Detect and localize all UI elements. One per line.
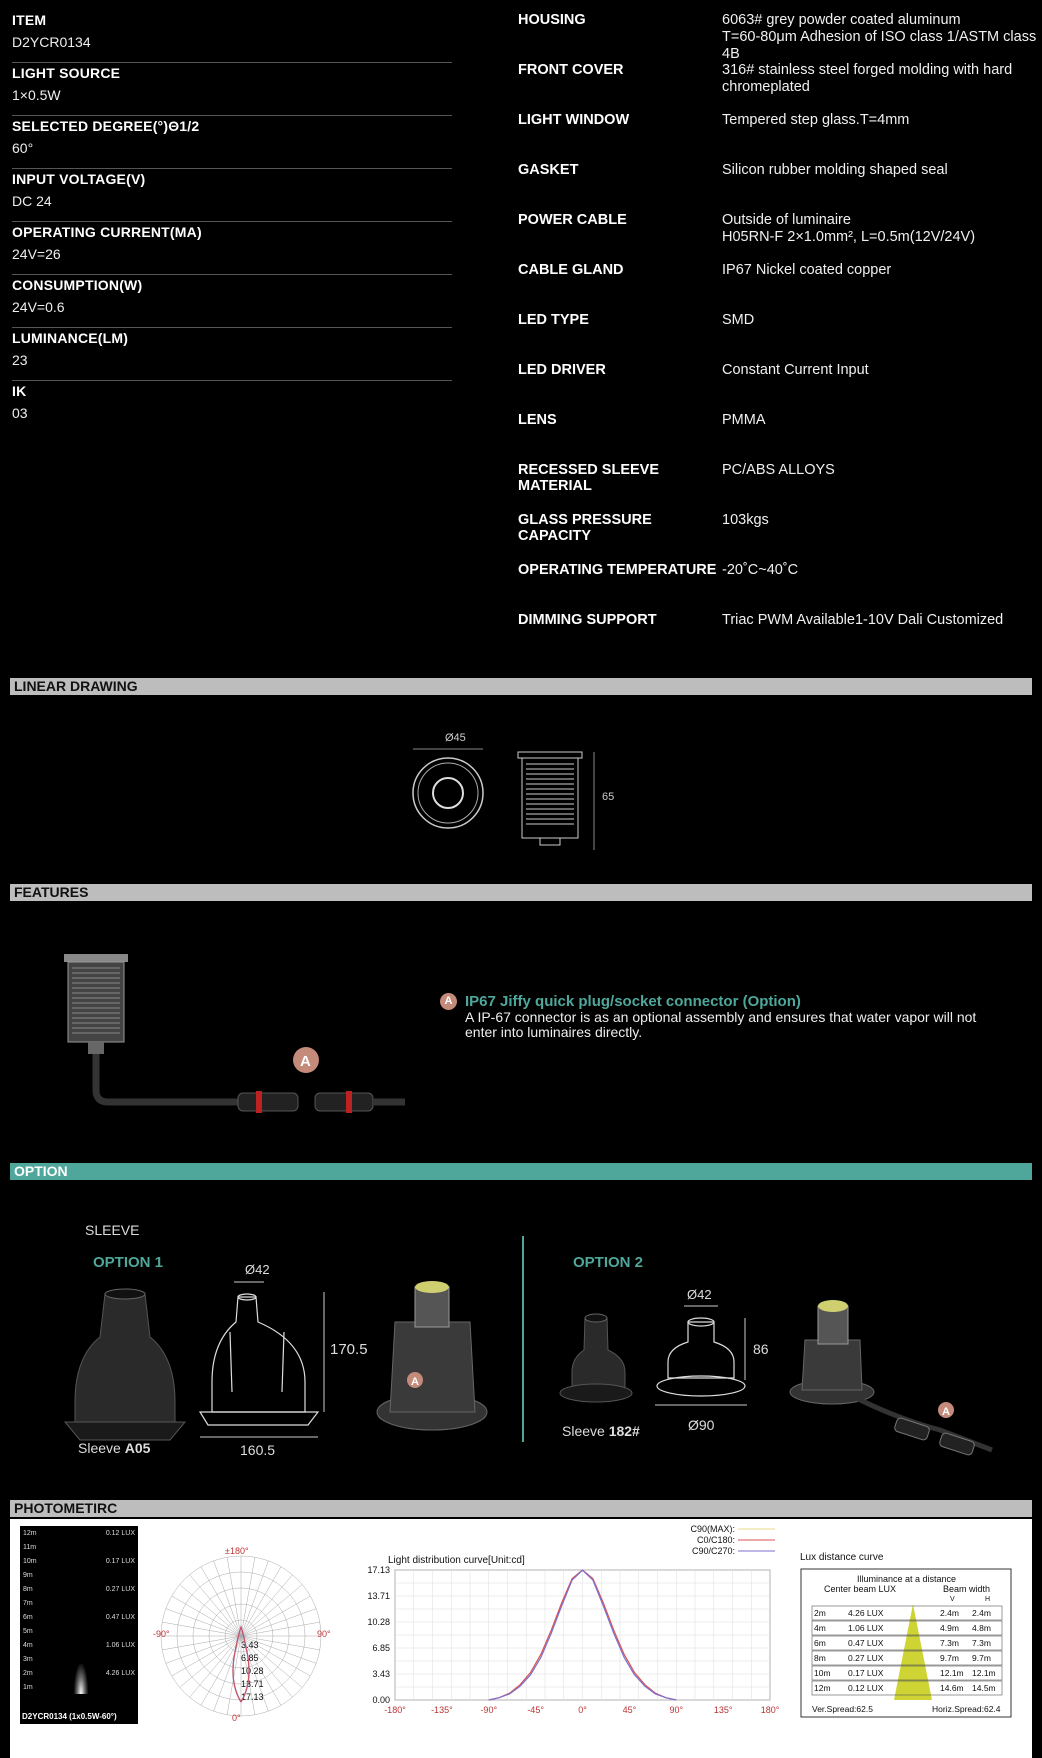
lux-cell-d: 12m — [814, 1683, 831, 1693]
spec-label: OPERATING CURRENT(MA) — [12, 224, 202, 240]
beam-lux-label: 1.06 LUX — [105, 1642, 135, 1649]
feature-title: IP67 Jiffy quick plug/socket connector (Option) — [465, 993, 801, 1010]
hor-spread: Horiz.Spread:62.4 — [932, 1704, 1001, 1714]
svg-text:A: A — [411, 1376, 419, 1388]
spec-row-value: 316# stainless steel forged molding with hard chromeplated — [722, 62, 1013, 95]
lux-cell-h: 12.1m — [972, 1668, 996, 1678]
y-tick-label: 10.28 — [367, 1617, 390, 1627]
beam-visual — [20, 1526, 138, 1724]
option1-bottom: 160.5 — [240, 1442, 276, 1458]
legend-entry: C0/C180: — [696, 1535, 735, 1545]
spec-item — [12, 169, 452, 222]
spec-row — [518, 62, 1038, 112]
feature-badge: A — [440, 993, 457, 1010]
beam-lux-label: 4.26 LUX — [105, 1670, 135, 1677]
option2-height: 86 — [753, 1341, 769, 1357]
lux-cell-h: 2.4m — [972, 1608, 991, 1618]
y-tick-label: 13.71 — [367, 1591, 390, 1601]
y-tick-label: 17.13 — [367, 1565, 390, 1575]
beam-distance-label: 12m — [23, 1530, 37, 1537]
polar-ring-label: 10.28 — [241, 1666, 264, 1676]
spec-label: CONSUMPTION(W) — [12, 277, 143, 293]
spec-row — [518, 562, 1038, 612]
y-tick-label: 6.85 — [372, 1643, 390, 1653]
spec-value: 1×0.5W — [12, 87, 61, 103]
spec-value: 24V=0.6 — [12, 299, 65, 315]
option2-line-drawing — [657, 1318, 745, 1396]
linear-drawing — [400, 728, 640, 858]
feature-description — [440, 993, 1000, 1040]
spec-row-label: GLASS PRESSURE CAPACITY — [518, 512, 652, 544]
spec-row-value: 103kgs — [722, 512, 769, 528]
polar-ring-label: 13.71 — [241, 1679, 264, 1689]
legend-entry: C90/C270: — [691, 1546, 735, 1556]
y-tick-label: 3.43 — [372, 1669, 390, 1679]
lux-cell-lux: 0.47 LUX — [848, 1638, 884, 1648]
beam-distance-label: 9m — [23, 1572, 33, 1579]
beam-distance-label: 11m — [23, 1544, 37, 1551]
spec-row-value: Tempered step glass.T=4mm — [722, 112, 910, 128]
beam-lux-label: 0.27 LUX — [105, 1586, 135, 1593]
lux-cell-lux: 4.26 LUX — [848, 1608, 884, 1618]
spec-row — [518, 262, 1038, 312]
polar-ring-label: 17.13 — [241, 1692, 264, 1702]
lux-header: Illuminance at a distance — [857, 1574, 957, 1584]
polar-left-label: -90° — [153, 1629, 170, 1639]
sleeve-label: SLEEVE — [85, 1222, 140, 1238]
spec-row-value: PMMA — [722, 412, 766, 428]
lux-cell-lux: 0.27 LUX — [848, 1653, 884, 1663]
polar-top-label: ±180° — [225, 1546, 249, 1556]
beam-distance-label: 4m — [23, 1642, 33, 1649]
spec-row-label: DIMMING SUPPORT — [518, 612, 657, 628]
polar-ring-label: 3.43 — [241, 1640, 259, 1650]
spec-row-value: IP67 Nickel coated copper — [722, 262, 892, 278]
spec-row-value: Outside of luminaire H05RN-F 2×1.0mm², L=0.5m(12V/24V) — [722, 212, 976, 245]
beam-distance-label: 7m — [23, 1600, 33, 1607]
lux-cell-v: 7.3m — [940, 1638, 959, 1648]
beam-distance-label: 10m — [23, 1558, 37, 1565]
lux-cell-d: 10m — [814, 1668, 831, 1678]
beam-distance-label: 5m — [23, 1628, 33, 1635]
option2-bottom: Ø90 — [688, 1417, 715, 1433]
spec-label: LIGHT SOURCE — [12, 65, 121, 81]
lux-cell-d: 4m — [814, 1623, 826, 1633]
spec-item — [12, 116, 452, 169]
spec-item — [12, 275, 452, 328]
spec-row-label: CABLE GLAND — [518, 262, 624, 278]
svg-text:V: V — [950, 1596, 955, 1603]
lux-col1: Center beam LUX — [824, 1584, 897, 1594]
lux-cell-d: 2m — [814, 1608, 826, 1618]
svg-text:H: H — [985, 1596, 991, 1603]
spec-row-value: -20˚C~40˚C — [722, 562, 799, 578]
option2-graphics — [560, 1280, 1000, 1500]
lux-cell-v: 2.4m — [940, 1608, 959, 1618]
side-view — [518, 752, 582, 845]
beam-lux-label: 0.17 LUX — [105, 1558, 135, 1565]
beam-distance-label: 3m — [23, 1656, 33, 1663]
spec-label: IK — [12, 383, 27, 399]
beam-distance-label: 2m — [23, 1670, 33, 1677]
lux-cell-d: 6m — [814, 1638, 826, 1648]
spec-row — [518, 412, 1038, 462]
lux-cell-h: 14.5m — [972, 1683, 996, 1693]
spec-row — [518, 512, 1038, 562]
option1-top-dia: Ø42 — [245, 1262, 270, 1277]
lux-cell-v: 12.1m — [940, 1668, 964, 1678]
section-features: FEATURES — [10, 884, 1032, 901]
lux-col2: Beam width — [943, 1584, 991, 1594]
spec-item — [12, 381, 452, 434]
spec-row-label: LENS — [518, 412, 557, 428]
spec-row-label: OPERATING TEMPERATURE — [518, 562, 717, 578]
spec-row-label: HOUSING — [518, 12, 586, 28]
spec-label: SELECTED DEGREE(°)Θ1/2 — [12, 118, 200, 134]
lux-distance-table — [800, 1568, 1012, 1718]
x-tick-label: 45° — [622, 1705, 637, 1715]
feature-desc: A IP-67 connector is as an optional assembly and ensures that water vapor will not enter into luminaires directly. — [465, 1009, 977, 1040]
left-spec-list — [12, 10, 452, 434]
spec-row — [518, 612, 1038, 662]
lux-cell-lux: 0.12 LUX — [848, 1683, 884, 1693]
spec-row — [518, 112, 1038, 162]
feature-product-image — [60, 950, 420, 1120]
spec-value: DC 24 — [12, 193, 52, 209]
x-tick-label: -45° — [527, 1705, 544, 1715]
option2-title: OPTION 2 — [573, 1254, 644, 1271]
spec-row-label: FRONT COVER — [518, 62, 624, 78]
beam-lux-label: 0.47 LUX — [105, 1614, 135, 1621]
spec-value: 24V=26 — [12, 246, 61, 262]
option2-top-dia: Ø42 — [687, 1287, 712, 1302]
beam-distance-label: 8m — [23, 1586, 33, 1593]
option1-sleeve-name: Sleeve A05 — [78, 1440, 151, 1456]
spec-item — [12, 10, 452, 63]
option1-title: OPTION 1 — [93, 1254, 164, 1271]
spec-row — [518, 362, 1038, 412]
spec-row-value: PC/ABS ALLOYS — [722, 462, 835, 478]
section-linear-drawing: LINEAR DRAWING — [10, 678, 1032, 695]
polar-right-label: 90° — [317, 1629, 331, 1639]
spec-row-label: POWER CABLE — [518, 212, 627, 228]
spec-value: D2YCR0134 — [12, 34, 91, 50]
y-tick-label: 0.00 — [372, 1695, 390, 1705]
spec-label: LUMINANCE(LM) — [12, 330, 129, 346]
lux-cell-h: 7.3m — [972, 1638, 991, 1648]
option-divider — [522, 1236, 524, 1442]
spec-row-value: SMD — [722, 312, 755, 328]
lux-cell-v: 14.6m — [940, 1683, 964, 1693]
option1-line-drawing — [200, 1294, 318, 1425]
spec-label: INPUT VOLTAGE(V) — [12, 171, 146, 187]
svg-text:A: A — [942, 1406, 950, 1418]
x-tick-label: -135° — [431, 1705, 453, 1715]
x-tick-label: -90° — [480, 1705, 498, 1715]
polar-bottom-label: 0° — [232, 1713, 241, 1723]
lux-cell-h: 4.8m — [972, 1623, 991, 1633]
polar-chart — [155, 1540, 345, 1730]
beam-distance-label: 6m — [23, 1614, 33, 1621]
right-spec-table — [518, 12, 1038, 662]
height-label: 65 — [602, 791, 615, 803]
x-tick-label: 0° — [578, 1705, 587, 1715]
spec-item — [12, 328, 452, 381]
spec-row — [518, 12, 1038, 62]
spec-row-label: LED TYPE — [518, 312, 589, 328]
spec-row-label: LIGHT WINDOW — [518, 112, 630, 128]
section-option: OPTION — [10, 1163, 1032, 1180]
x-tick-label: 135° — [713, 1705, 733, 1715]
light-distribution-chart — [350, 1550, 780, 1722]
lux-cell-d: 8m — [814, 1653, 826, 1663]
spec-value: 60° — [12, 140, 34, 156]
spec-value: 03 — [12, 405, 28, 421]
section-photometric: PHOTOMETIRC — [10, 1500, 1032, 1517]
beam-caption: D2YCR0134 (1x0.5W-60°) — [22, 1712, 117, 1721]
spec-label: ITEM — [12, 12, 47, 28]
spec-value: 23 — [12, 352, 28, 368]
option1-height: 170.5 — [330, 1341, 368, 1358]
x-tick-label: 180° — [760, 1705, 780, 1715]
beam-distance-label: 1m — [23, 1684, 33, 1691]
lux-distance-title: Lux distance curve — [800, 1552, 884, 1563]
spec-row-label: GASKET — [518, 162, 579, 178]
chart-title: Light distribution curve[Unit:cd] — [388, 1555, 525, 1566]
beam-lux-label: 0.12 LUX — [105, 1530, 135, 1537]
lux-cell-h: 9.7m — [972, 1653, 991, 1663]
spec-row-value: Silicon rubber molding shaped seal — [722, 162, 948, 178]
spec-row — [518, 312, 1038, 362]
option2-sleeve-name: Sleeve 182# — [562, 1423, 640, 1439]
lux-cell-v: 9.7m — [940, 1653, 959, 1663]
x-tick-label: 90° — [669, 1705, 684, 1715]
x-tick-label: -180° — [384, 1705, 406, 1715]
spec-row-value: Constant Current Input — [722, 362, 869, 378]
legend-entry: C90(MAX): — [690, 1524, 735, 1534]
spec-row — [518, 162, 1038, 212]
option1-graphics — [60, 1262, 520, 1462]
lux-cell-lux: 0.17 LUX — [848, 1668, 884, 1678]
lux-cell-lux: 1.06 LUX — [848, 1623, 884, 1633]
top-view-outer — [413, 758, 483, 828]
diameter-label: Ø45 — [445, 732, 466, 744]
spec-row-label: RECESSED SLEEVE MATERIAL — [518, 462, 660, 494]
spec-item — [12, 63, 452, 116]
ver-spread: Ver.Spread:62.5 — [812, 1704, 873, 1714]
spec-row-value: 6063# grey powder coated aluminum T=60-80μm Adhesion of ISO class 1/ASTM class 4B — [722, 12, 1037, 62]
spec-row-value: Triac PWM Available1-10V Dali Customized — [722, 612, 1004, 628]
lux-cell-v: 4.9m — [940, 1623, 959, 1633]
spec-row-label: LED DRIVER — [518, 362, 606, 378]
spec-item — [12, 222, 452, 275]
spec-row — [518, 462, 1038, 512]
svg-text:A: A — [300, 1053, 311, 1070]
spec-row — [518, 212, 1038, 262]
top-view-window — [433, 778, 463, 808]
polar-ring-label: 6.85 — [241, 1653, 259, 1663]
